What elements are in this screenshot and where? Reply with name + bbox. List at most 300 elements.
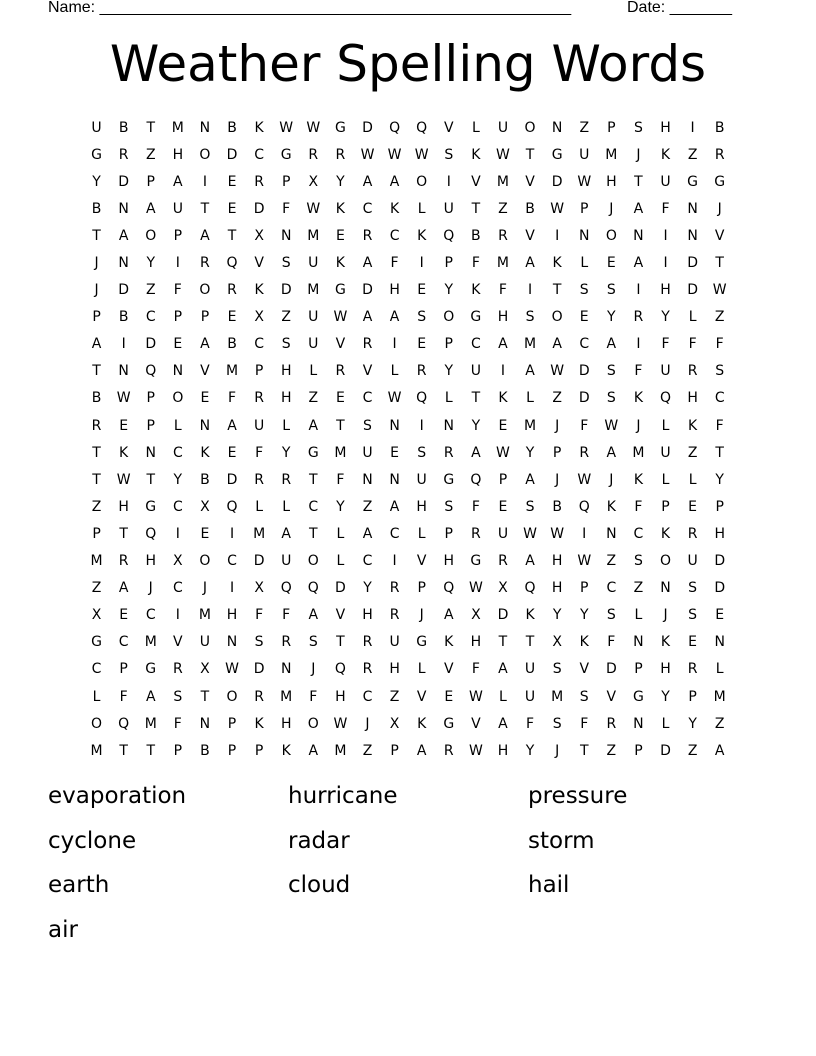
grid-letter: Z [362, 498, 373, 515]
grid-letter: W [306, 119, 321, 136]
grid-letter: W [496, 444, 510, 461]
grid-letter: F [580, 715, 589, 732]
grid-letter: I [419, 255, 424, 272]
grid-letter: O [660, 553, 672, 570]
grid-letter: W [577, 553, 592, 570]
grid-letter: A [308, 742, 319, 759]
grid-letter: O [199, 553, 211, 570]
grid-letter: D [253, 661, 265, 678]
grid-letter: C [362, 688, 373, 705]
grid-letter: N [714, 634, 725, 651]
grid-letter: G [334, 119, 346, 136]
grid-letter: Z [91, 498, 102, 515]
grid-letter: V [471, 173, 481, 190]
grid-letter: Z [362, 742, 373, 759]
grid-letter: Z [145, 282, 156, 299]
grid-letter: E [606, 255, 616, 272]
grid-letter: Y [579, 607, 589, 624]
grid-letter: D [253, 553, 265, 570]
grid-letter: F [688, 336, 697, 353]
grid-letter: R [714, 146, 725, 163]
grid-letter: W [333, 309, 348, 326]
grid-letter: O [307, 715, 319, 732]
grid-letter: W [414, 146, 429, 163]
grid-letter: Q [307, 580, 319, 597]
grid-letter: J [555, 471, 560, 488]
grid-letter: N [280, 227, 292, 244]
grid-letter: X [254, 580, 264, 597]
grid-letter: H [443, 553, 455, 570]
grid-letter: P [146, 173, 155, 190]
grid-letter: B [525, 200, 535, 217]
grid-letter: E [335, 227, 345, 244]
grid-letter: O [226, 688, 238, 705]
grid-letter: A [200, 336, 210, 353]
grid-letter: I [229, 580, 235, 597]
grid-letter: X [200, 661, 210, 678]
grid-letter: M [198, 607, 211, 624]
grid-letter: J [555, 742, 560, 759]
grid-letter: Z [498, 200, 508, 217]
grid-letter: O [524, 119, 536, 136]
grid-letter: R [200, 255, 210, 272]
grid-letter: L [255, 498, 264, 515]
grid-letter: D [714, 580, 726, 597]
grid-letter: A [362, 309, 373, 326]
grid-letter: X [173, 553, 183, 570]
grid-letter: U [91, 119, 102, 136]
grid-letter: C [633, 525, 644, 542]
grid-letter: Y [688, 715, 697, 732]
grid-letter: L [336, 525, 345, 542]
grid-letter: H [497, 742, 509, 759]
grid-letter: Z [281, 309, 291, 326]
grid-letter: Y [607, 309, 616, 326]
grid-letter: Y [661, 688, 670, 705]
grid-letter: P [607, 119, 616, 136]
grid-letter: Q [416, 390, 428, 407]
grid-letter: T [200, 200, 210, 217]
grid-letter: R [254, 173, 264, 190]
grid-letter: J [717, 200, 722, 217]
grid-letter: S [579, 282, 589, 299]
grid-letter: W [550, 363, 565, 380]
grid-letter: R [687, 661, 698, 678]
grid-letter: E [444, 688, 454, 705]
grid-letter: M [280, 688, 293, 705]
grid-letter: M [171, 119, 184, 136]
grid-letter: I [663, 255, 668, 272]
grid-letter: E [390, 444, 399, 461]
grid-letter: C [172, 580, 183, 597]
grid-letter: E [498, 498, 508, 515]
grid-letter: S [552, 715, 562, 732]
grid-letter: Z [606, 742, 617, 759]
grid-letter: Q [280, 580, 292, 597]
grid-letter: M [307, 227, 320, 244]
grid-letter: Y [92, 173, 101, 190]
grid-letter: J [555, 417, 560, 434]
grid-letter: G [714, 173, 726, 190]
grid-letter: L [688, 471, 697, 488]
grid-letter: S [606, 390, 616, 407]
grid-letter: H [497, 309, 509, 326]
grid-letter: H [470, 634, 482, 651]
grid-letter: K [254, 119, 264, 136]
grid-letter: W [387, 146, 402, 163]
grid-letter: U [524, 661, 536, 678]
grid-letter: Z [552, 390, 562, 407]
grid-letter: H [362, 607, 373, 624]
grid-letter: O [443, 309, 455, 326]
grid-letter: I [392, 553, 397, 570]
grid-letter: W [279, 119, 294, 136]
grid-letter: Q [660, 390, 672, 407]
grid-letter: T [92, 444, 101, 461]
grid-letter: N [172, 363, 184, 380]
grid-letter: K [335, 200, 345, 217]
grid-letter: D [118, 173, 130, 190]
grid-letter: V [443, 661, 454, 678]
grid-letter: W [116, 390, 131, 407]
grid-letter: A [498, 661, 508, 678]
grid-letter: A [118, 580, 129, 597]
grid-letter: B [552, 498, 562, 515]
grid-letter: A [362, 173, 373, 190]
grid-letter: A [552, 336, 562, 353]
grid-letter: L [634, 607, 643, 624]
grid-letter: F [580, 417, 589, 434]
grid-letter: C [389, 525, 400, 542]
grid-letter: X [498, 580, 508, 597]
grid-letter: V [200, 363, 210, 380]
grid-letter: C [254, 336, 264, 353]
grid-letter: P [688, 688, 697, 705]
grid-letter: K [633, 471, 644, 488]
grid-letter: B [118, 309, 129, 326]
grid-letter: R [335, 146, 346, 163]
grid-letter: S [688, 580, 698, 597]
grid-letter: V [443, 119, 454, 136]
grid-letter: X [254, 309, 264, 326]
grid-letter: R [118, 553, 129, 570]
word-list-item: earth [48, 872, 110, 898]
grid-letter: S [363, 417, 372, 434]
grid-letter: G [470, 309, 482, 326]
grid-letter: P [390, 742, 399, 759]
grid-letter: V [416, 553, 427, 570]
grid-letter: W [468, 580, 483, 597]
grid-letter: X [389, 715, 400, 732]
grid-letter: W [306, 200, 321, 217]
grid-letter: A [145, 688, 156, 705]
grid-letter: V [606, 688, 617, 705]
grid-letter: F [390, 255, 399, 272]
grid-letter: U [660, 363, 671, 380]
grid-letter: V [471, 715, 481, 732]
grid-letter: K [471, 146, 481, 163]
grid-letter: S [579, 688, 589, 705]
grid-letter: P [580, 580, 589, 597]
grid-letter: I [175, 607, 180, 624]
grid-letter: A [118, 227, 129, 244]
grid-letter: M [551, 688, 564, 705]
grid-letter: B [714, 119, 725, 136]
grid-letter: G [416, 634, 428, 651]
grid-letter: R [281, 634, 292, 651]
grid-letter: C [362, 390, 373, 407]
grid-letter: B [200, 471, 210, 488]
grid-letter: S [444, 498, 454, 515]
grid-letter: R [254, 390, 264, 407]
word-list-item: cyclone [48, 827, 137, 854]
grid-letter: N [633, 634, 644, 651]
grid-letter: K [254, 282, 264, 299]
grid-letter: U [497, 525, 509, 542]
word-list-item: hail [528, 872, 570, 898]
grid-letter: F [526, 715, 535, 732]
grid-letter: K [200, 444, 210, 461]
grid-letter: R [687, 363, 698, 380]
grid-letter: N [606, 525, 617, 542]
grid-letter: N [633, 715, 644, 732]
grid-letter: N [199, 715, 211, 732]
grid-letter: N [389, 417, 400, 434]
grid-letter: R [498, 227, 508, 244]
grid-letter: K [498, 390, 508, 407]
grid-letter: D [714, 553, 726, 570]
grid-letter: R [362, 227, 373, 244]
grid-letter: K [525, 607, 535, 624]
grid-letter: U [199, 634, 211, 651]
grid-letter: Y [715, 471, 724, 488]
grid-letter: W [116, 471, 131, 488]
grid-letter: O [199, 282, 211, 299]
grid-letter: J [636, 417, 641, 434]
grid-letter: C [308, 498, 319, 515]
grid-letter: W [604, 417, 619, 434]
grid-letter: H [389, 282, 400, 299]
grid-letter: A [633, 255, 644, 272]
grid-letter: N [280, 661, 292, 678]
grid-letter: M [144, 634, 157, 651]
grid-letter: J [311, 661, 316, 678]
grid-letter: F [119, 688, 128, 705]
grid-letter: W [496, 146, 510, 163]
grid-letter: G [687, 173, 699, 190]
grid-letter: P [715, 498, 724, 515]
word-search-grid [83, 114, 733, 764]
grid-letter: M [90, 742, 103, 759]
grid-letter: A [281, 525, 291, 542]
grid-letter: H [172, 146, 184, 163]
grid-letter: A [606, 336, 617, 353]
grid-letter: L [471, 119, 480, 136]
grid-letter: T [146, 742, 156, 759]
grid-letter: S [715, 363, 725, 380]
grid-letter: Z [714, 715, 725, 732]
grid-letter: K [579, 634, 589, 651]
grid-letter: R [362, 661, 373, 678]
grid-letter: Q [389, 119, 401, 136]
grid-letter: M [90, 553, 103, 570]
grid-letter: Q [578, 498, 590, 515]
grid-letter: E [227, 444, 237, 461]
grid-letter: X [200, 498, 210, 515]
grid-letter: F [715, 417, 724, 434]
grid-letter: I [229, 525, 235, 542]
grid-letter: P [552, 444, 562, 461]
grid-letter: S [281, 336, 291, 353]
grid-letter: E [715, 607, 725, 624]
grid-letter: C [362, 200, 373, 217]
grid-letter: A [308, 607, 319, 624]
grid-letter: R [389, 607, 400, 624]
grid-letter: I [446, 173, 451, 190]
grid-letter: T [336, 634, 345, 651]
grid-letter: S [308, 634, 318, 651]
grid-letter: L [417, 200, 426, 217]
grid-letter: U [308, 255, 319, 272]
grid-letter: H [660, 119, 671, 136]
grid-letter: A [173, 173, 183, 190]
grid-letter: V [525, 227, 535, 244]
grid-letter: N [389, 471, 400, 488]
grid-letter: Z [687, 444, 698, 461]
grid-letter: W [712, 282, 727, 299]
grid-letter: K [119, 444, 129, 461]
grid-letter: T [471, 200, 481, 217]
grid-letter: M [524, 336, 537, 353]
grid-letter: P [444, 336, 453, 353]
grid-letter: C [145, 607, 156, 624]
grid-letter: C [714, 390, 725, 407]
grid-letter: L [661, 417, 670, 434]
grid-letter: R [687, 525, 698, 542]
grid-letter: M [144, 715, 157, 732]
grid-letter: I [419, 417, 424, 434]
grid-letter: I [636, 282, 641, 299]
grid-letter: P [227, 715, 237, 732]
grid-letter: U [416, 471, 427, 488]
grid-letter: J [609, 200, 614, 217]
grid-letter: V [254, 255, 264, 272]
grid-letter: Z [389, 688, 400, 705]
grid-letter: S [417, 444, 427, 461]
grid-letter: S [688, 607, 698, 624]
grid-letter: X [552, 634, 562, 651]
grid-letter: D [226, 146, 238, 163]
grid-letter: Y [336, 498, 345, 515]
grid-letter: F [715, 336, 724, 353]
grid-letter: A [633, 200, 644, 217]
grid-letter: A [443, 607, 454, 624]
grid-letter: R [362, 634, 373, 651]
grid-letter: P [92, 309, 101, 326]
grid-letter: F [634, 498, 643, 515]
grid-letter: W [360, 146, 375, 163]
grid-letter: V [525, 173, 535, 190]
grid-letter: F [498, 282, 507, 299]
grid-letter: H [280, 390, 292, 407]
grid-letter: D [145, 336, 157, 353]
grid-letter: D [687, 282, 698, 299]
grid-letter: I [392, 336, 397, 353]
grid-letter: P [173, 309, 183, 326]
grid-letter: Y [173, 471, 183, 488]
grid-letter: F [634, 363, 643, 380]
grid-letter: D [362, 119, 373, 136]
grid-letter: P [173, 742, 183, 759]
grid-letter: J [663, 607, 668, 624]
grid-letter: U [253, 417, 265, 434]
grid-letter: L [417, 525, 426, 542]
grid-letter: K [281, 742, 291, 759]
grid-letter: U [172, 200, 183, 217]
grid-letter: U [497, 119, 509, 136]
grid-letter: S [173, 688, 183, 705]
grid-letter: Z [145, 146, 156, 163]
grid-letter: E [200, 390, 210, 407]
grid-letter: L [282, 417, 291, 434]
grid-letter: V [714, 227, 725, 244]
grid-letter: D [335, 580, 346, 597]
grid-letter: L [336, 553, 345, 570]
grid-letter: T [309, 525, 318, 542]
grid-letter: T [92, 471, 101, 488]
grid-letter: R [308, 146, 319, 163]
grid-letter: I [663, 227, 668, 244]
grid-letter: L [309, 363, 318, 380]
grid-letter: H [551, 553, 563, 570]
grid-letter: H [145, 553, 156, 570]
grid-letter: J [94, 282, 99, 299]
grid-letter: G [443, 715, 455, 732]
grid-letter: Y [444, 363, 454, 380]
grid-letter: A [498, 715, 508, 732]
grid-letter: T [336, 417, 345, 434]
grid-letter: A [389, 173, 400, 190]
grid-letter: D [551, 173, 563, 190]
grid-letter: G [551, 146, 563, 163]
grid-letter: R [389, 580, 400, 597]
grid-letter: W [550, 200, 565, 217]
grid-letter: F [309, 688, 318, 705]
grid-letter: S [417, 309, 427, 326]
grid-letter: X [91, 607, 102, 624]
grid-letter: S [606, 363, 616, 380]
grid-letter: I [500, 363, 506, 380]
grid-letter: N [145, 444, 156, 461]
grid-letter: E [200, 525, 210, 542]
grid-letter: Z [308, 390, 319, 407]
grid-letter: Q [470, 471, 482, 488]
grid-letter: G [307, 444, 319, 461]
grid-letter: E [173, 336, 183, 353]
grid-letter: G [334, 282, 346, 299]
grid-letter: G [280, 146, 292, 163]
grid-letter: W [523, 525, 537, 542]
grid-letter: I [636, 336, 641, 353]
grid-letter: F [471, 255, 480, 272]
grid-letter: N [199, 417, 211, 434]
grid-letter: A [498, 336, 508, 353]
grid-letter: O [172, 390, 184, 407]
grid-letter: R [281, 471, 292, 488]
grid-letter: W [468, 742, 483, 759]
grid-letter: H [687, 390, 698, 407]
grid-letter: Q [145, 363, 157, 380]
